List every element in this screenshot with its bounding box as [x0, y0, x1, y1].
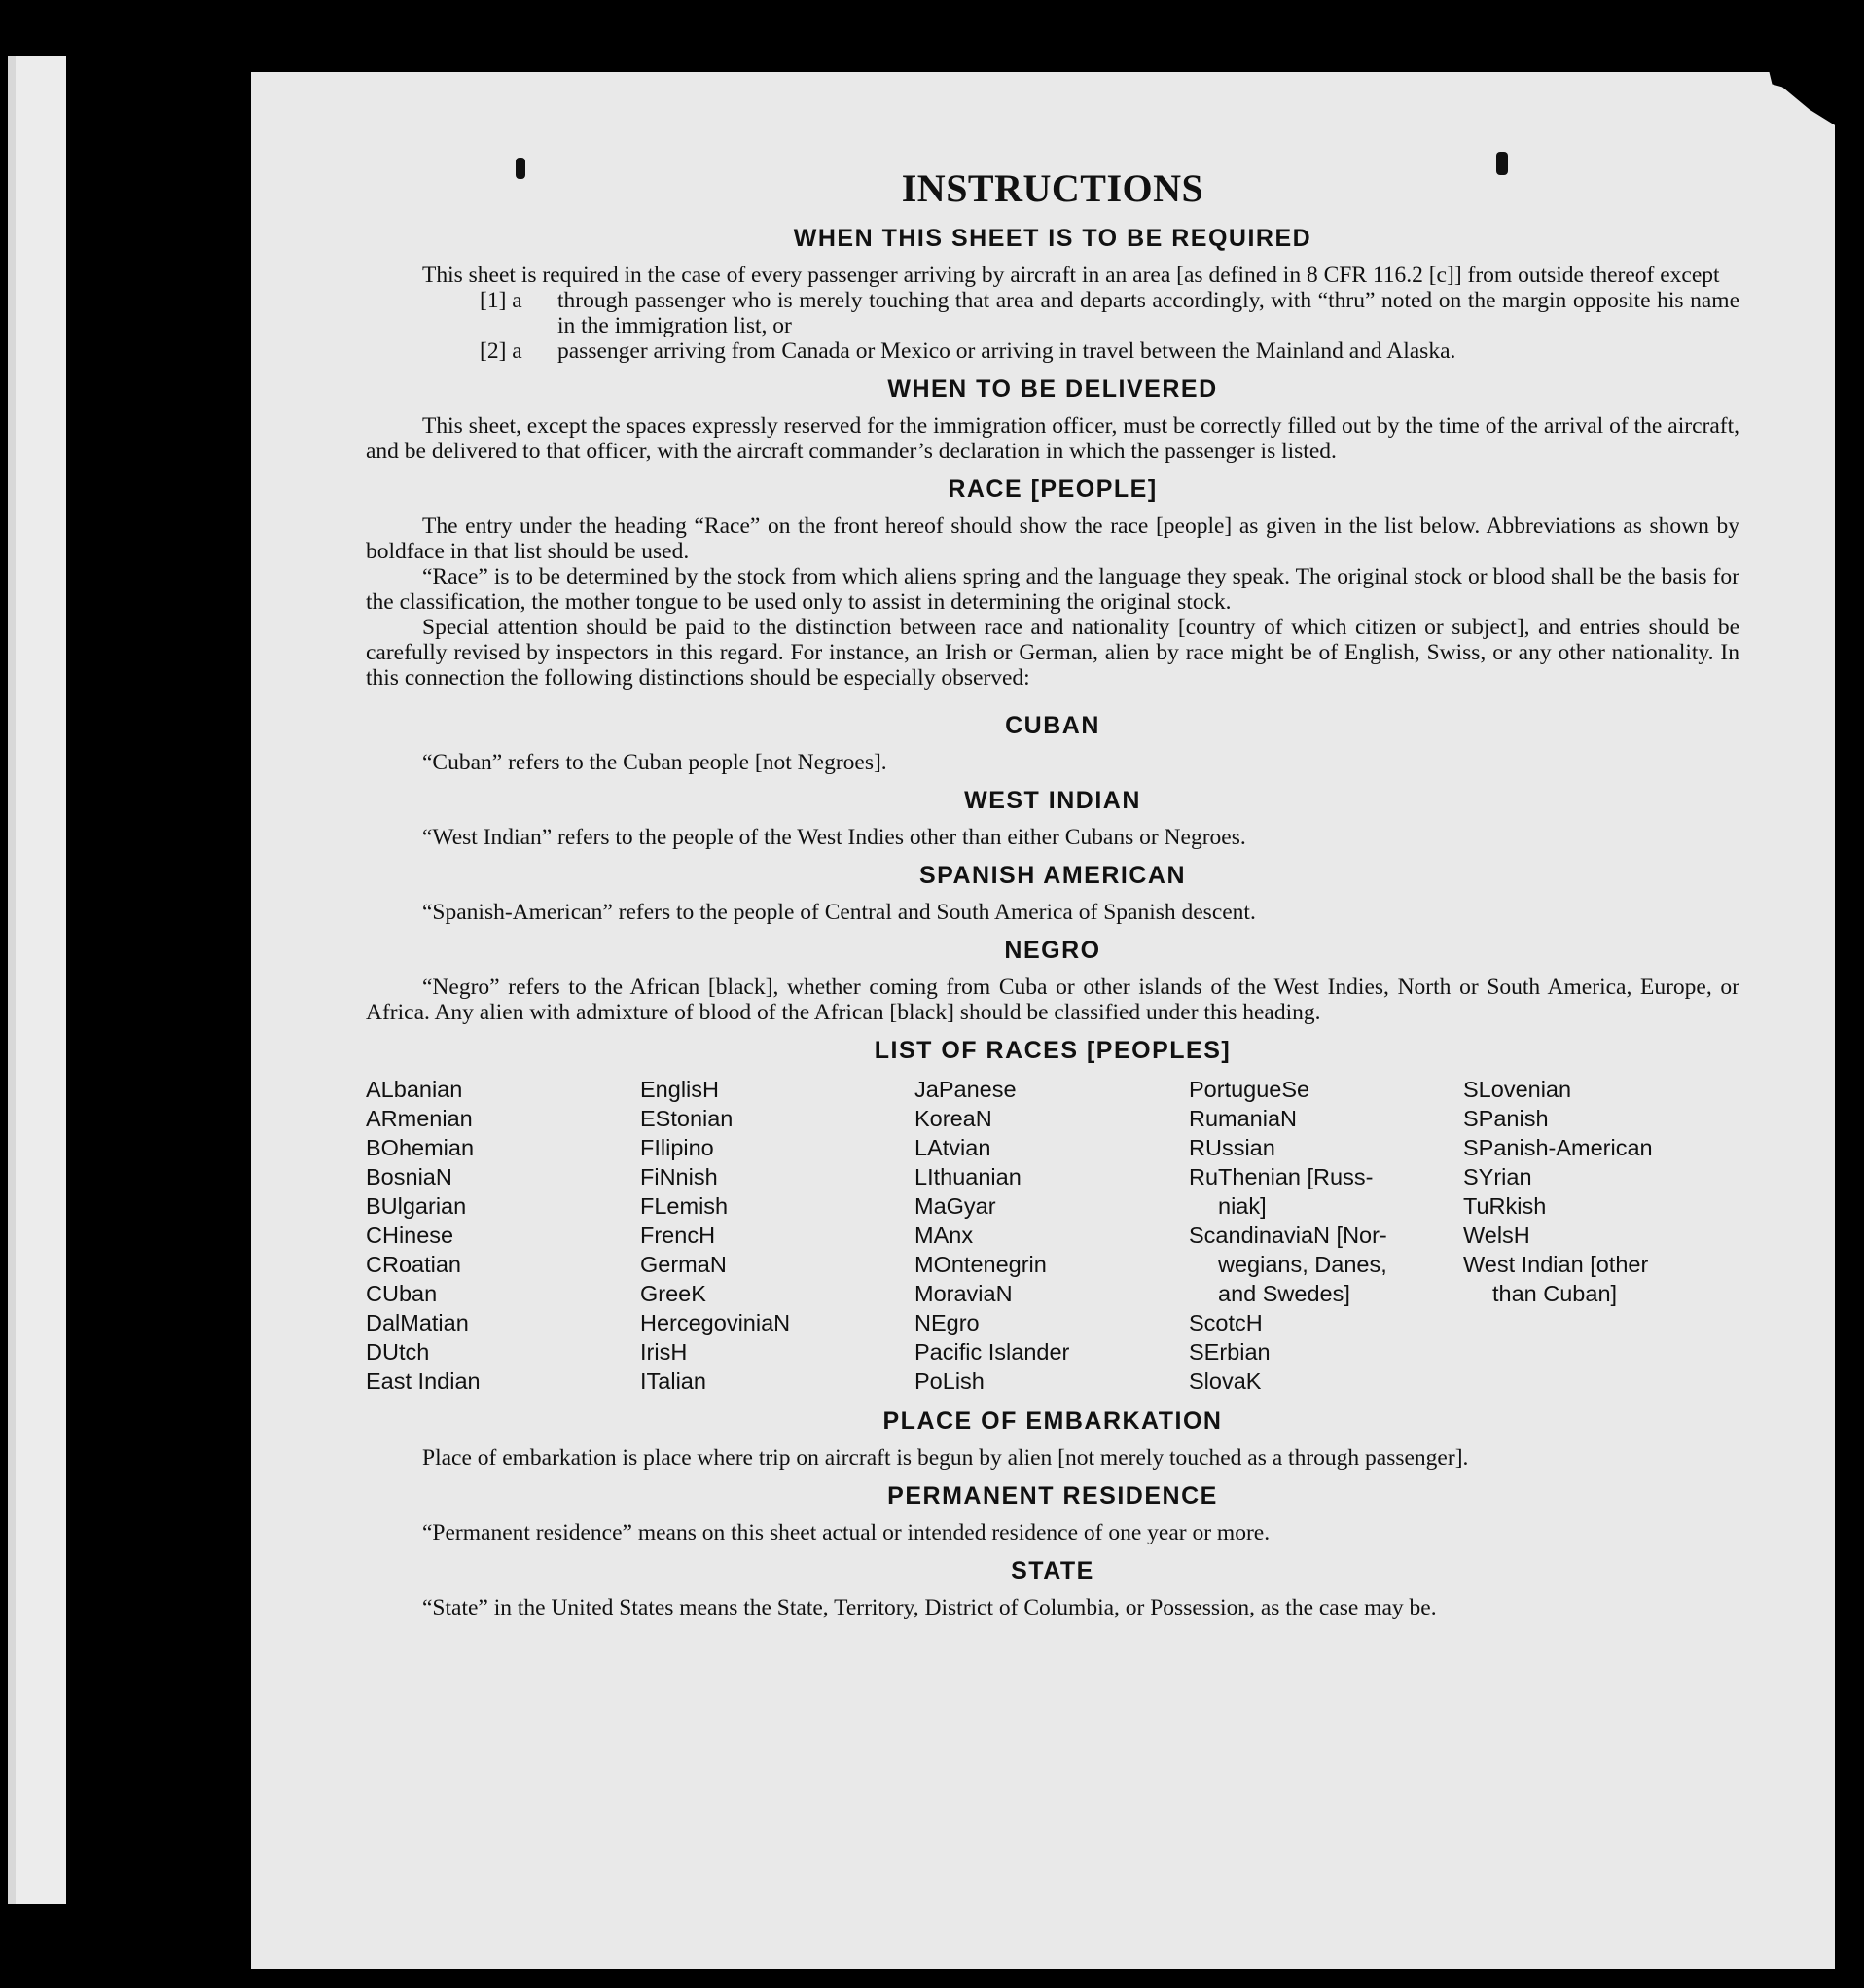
heading-cuban: CUBAN: [1005, 712, 1100, 739]
required-item-2: [480, 338, 1739, 364]
race-item: PortugueSe: [1189, 1077, 1310, 1102]
race-item: HercegoviniaN: [640, 1310, 791, 1335]
required-intro: This sheet is required in the case of every passenger arriving by aircraft in an area [as defined in 8 CFR 116.2 [c]] from outside thereof except: [422, 263, 1720, 288]
race-item: ITalian: [640, 1368, 706, 1394]
negro-text: “Negro” refers to the African [black], whether coming from Cuba or other islands of the West Indies, North or South America, Europe, or Africa. Any alien with admixture of blood of the African [black] should be classified under this heading.: [366, 975, 1739, 1025]
required-item-1: [480, 288, 1739, 338]
race-item: MaGyar: [914, 1193, 996, 1219]
race-item: BOhemian: [366, 1135, 475, 1160]
race-item: ScotcH: [1189, 1310, 1263, 1335]
heading-race: RACE [PEOPLE]: [948, 476, 1158, 503]
west-indian-text: “West Indian” refers to the people of the West Indies other than either Cubans or Negroes.: [422, 825, 1246, 850]
heading-negro: NEGRO: [1004, 937, 1101, 964]
race-item: BosniaN: [366, 1164, 452, 1189]
race-item: KoreaN: [914, 1106, 992, 1131]
race-item: DUtch: [366, 1339, 430, 1365]
heading-west-indian: WEST INDIAN: [964, 787, 1141, 814]
required-item-1-num: [1] a: [480, 288, 522, 313]
race-item: EStonian: [640, 1106, 734, 1131]
race-paragraph-3: Special attention should be paid to the distinction between race and nationality [country of which citizen or subject], and entries should be carefully revised by inspectors in this regard. For instance, an Irish or German, alien by race might be of English, Swiss, or any other nationality. In this connection the following distinctions should be especially observed:: [366, 615, 1739, 691]
race-item: LIthuanian: [914, 1164, 1022, 1189]
race-item: SErbian: [1189, 1339, 1271, 1365]
races-column-2: [640, 1075, 914, 1396]
race-item: RuThenian [Russ-: [1189, 1164, 1374, 1189]
race-item: SYrian: [1463, 1164, 1532, 1189]
race-item: SLovenian: [1463, 1077, 1572, 1102]
race-paragraph-2: “Race” is to be determined by the stock from which aliens spring and the language they speak. The original stock or blood shall be the basis for the classification, the mother tongue to be used only to assist in determining the original stock.: [366, 564, 1739, 615]
left-page-edge: [8, 56, 16, 1904]
race-item: RUssian: [1189, 1135, 1275, 1160]
required-item-2-num: [2] a: [480, 338, 522, 364]
page-title: INSTRUCTIONS: [901, 166, 1204, 210]
races-column-3: [914, 1075, 1189, 1396]
heading-embarkation: PLACE OF EMBARKATION: [882, 1407, 1223, 1435]
heading-spanish-american: SPANISH AMERICAN: [918, 862, 1186, 889]
races-list: [366, 1075, 1739, 1396]
race-item: PoLish: [914, 1368, 985, 1394]
race-item: RumaniaN: [1189, 1106, 1298, 1131]
race-item: GermaN: [640, 1252, 727, 1277]
race-item: NEgro: [914, 1310, 980, 1335]
races-column-1: [366, 1075, 640, 1396]
heading-delivered: WHEN TO BE DELIVERED: [887, 375, 1218, 403]
race-item: GreeK: [640, 1281, 706, 1306]
required-item-2-text: passenger arriving from Canada or Mexico or arriving in travel between the Mainland and Alaska.: [557, 338, 1456, 364]
left-page-strip: [8, 56, 66, 1904]
race-item: FIlipino: [640, 1135, 714, 1160]
race-item-continued: wegians, Danes,: [1218, 1252, 1387, 1277]
document-sheet: [251, 72, 1835, 1969]
race-item: IrisH: [640, 1339, 688, 1365]
race-item: SPanish: [1463, 1106, 1549, 1131]
race-item: TuRkish: [1463, 1193, 1547, 1219]
instructions-content: [366, 165, 1739, 1620]
race-item: SlovaK: [1189, 1368, 1262, 1394]
heading-required: WHEN THIS SHEET IS TO BE REQUIRED: [793, 225, 1312, 252]
races-column-4: [1189, 1075, 1463, 1396]
race-item: SPanish-American: [1463, 1135, 1653, 1160]
required-item-1-text: through passenger who is merely touching that area and departs accordingly, with “thru” noted on the margin opposite his name in the immigration list, or: [557, 288, 1739, 338]
heading-list-of-races: LIST OF RACES [PEOPLES]: [874, 1037, 1232, 1064]
race-item-continued: niak]: [1218, 1193, 1267, 1219]
race-item: DalMatian: [366, 1310, 469, 1335]
heading-state: STATE: [1011, 1557, 1094, 1584]
race-item: ScandinaviaN [Nor-: [1189, 1223, 1387, 1248]
race-item: EnglisH: [640, 1077, 719, 1102]
state-text: “State” in the United States means the State, Territory, District of Columbia, or Possession, as the case may be.: [422, 1595, 1437, 1620]
race-item: MAnx: [914, 1223, 974, 1248]
race-item: MOntenegrin: [914, 1252, 1047, 1277]
delivered-text: This sheet, except the spaces expressly reserved for the immigration officer, must be correctly filled out by the time of the arrival of the aircraft, and be delivered to that officer, with the aircraft commander’s declaration in which the passenger is listed.: [366, 413, 1739, 464]
race-item: CUban: [366, 1281, 438, 1306]
race-item: Pacific Islander: [914, 1339, 1070, 1365]
race-item: MoraviaN: [914, 1281, 1013, 1306]
race-item: CRoatian: [366, 1252, 461, 1277]
race-item: ALbanian: [366, 1077, 463, 1102]
race-item: FLemish: [640, 1193, 729, 1219]
races-column-5: [1463, 1075, 1738, 1396]
torn-corner: [1769, 70, 1837, 126]
embarkation-text: Place of embarkation is place where trip on aircraft is begun by alien [not merely touched as a through passenger].: [422, 1445, 1469, 1471]
race-item-continued: and Swedes]: [1218, 1281, 1350, 1306]
race-item: JaPanese: [914, 1077, 1017, 1102]
race-item: ARmenian: [366, 1106, 473, 1131]
spanish-american-text: “Spanish-American” refers to the people of Central and South America of Spanish descent.: [422, 900, 1256, 925]
cuban-text: “Cuban” refers to the Cuban people [not Negroes].: [422, 750, 887, 775]
race-item: East Indian: [366, 1368, 481, 1394]
race-item: CHinese: [366, 1223, 454, 1248]
heading-permanent-residence: PERMANENT RESIDENCE: [887, 1482, 1218, 1509]
race-item: LAtvian: [914, 1135, 991, 1160]
race-item: BUlgarian: [366, 1193, 467, 1219]
race-item-continued: than Cuban]: [1492, 1281, 1618, 1306]
race-item: FiNnish: [640, 1164, 718, 1189]
race-item: WelsH: [1463, 1223, 1530, 1248]
residence-text: “Permanent residence” means on this sheet actual or intended residence of one year or more.: [422, 1520, 1271, 1545]
race-paragraph-1: The entry under the heading “Race” on the front hereof should show the race [people] as given in the list below. Abbreviations as shown by boldface in that list should be used.: [366, 514, 1739, 564]
race-item: FrencH: [640, 1223, 716, 1248]
race-item: West Indian [other: [1463, 1252, 1649, 1277]
